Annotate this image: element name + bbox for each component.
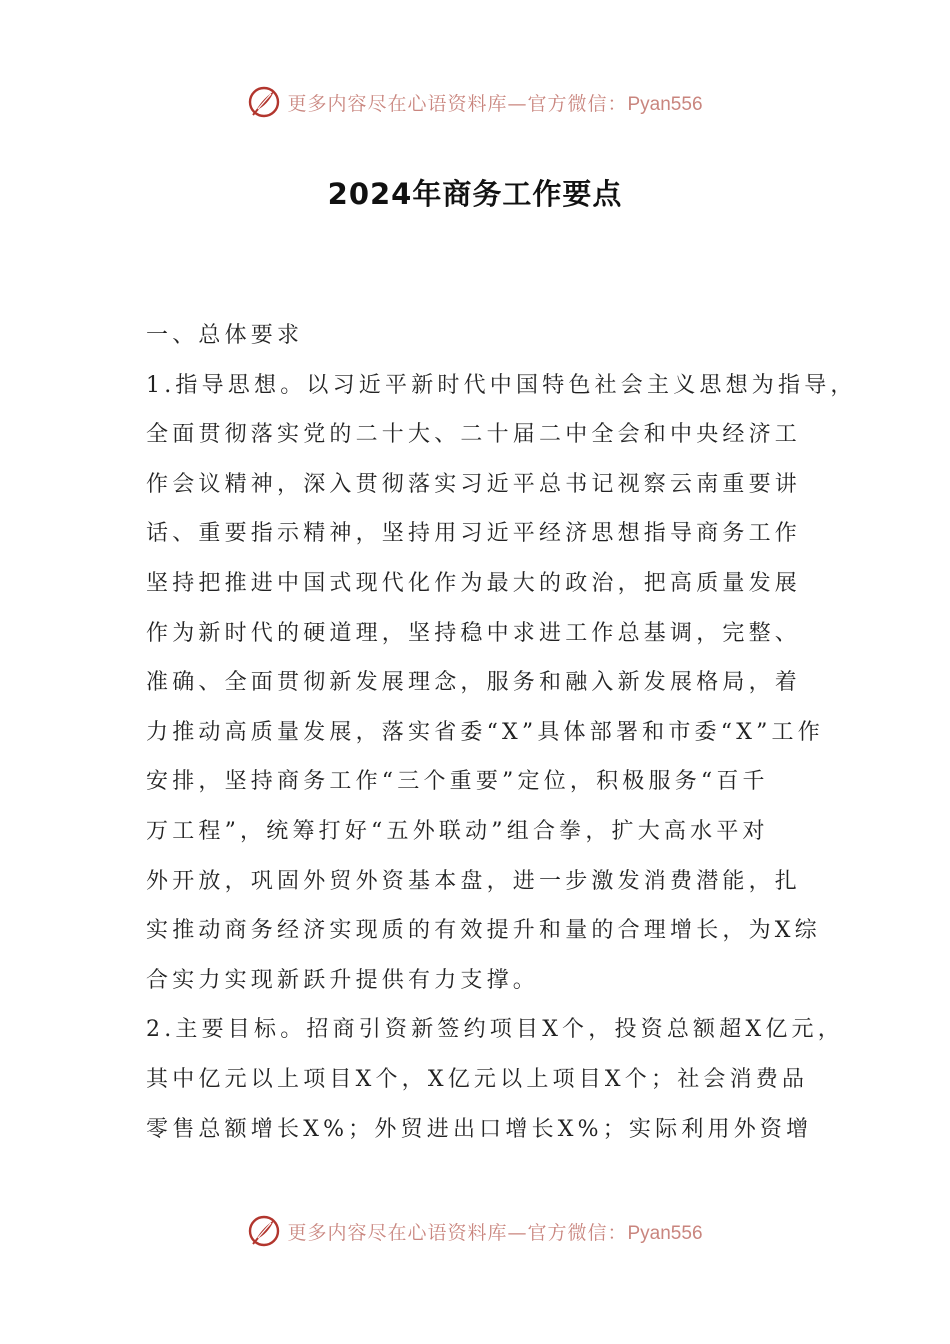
feather-pen-circle-icon — [247, 1214, 281, 1248]
watermark-banner-top — [0, 82, 950, 122]
body-line: 外开放，巩固外贸外资基本盘，进一步激发消费潜能，扎 — [146, 868, 802, 894]
watermark-label: 更多内容尽在心语资料库—官方微信： — [287, 1221, 628, 1244]
body-line: 坚持把推进中国式现代化作为最大的政治，把高质量发展 — [146, 570, 802, 596]
watermark-label: 更多内容尽在心语资料库—官方微信： — [287, 92, 628, 115]
body-line: 2.主要目标。招商引资新签约项目X个，投资总额超X亿元， — [146, 1017, 844, 1043]
watermark-text — [287, 89, 702, 116]
watermark-text — [287, 1218, 702, 1245]
document-title: 2024年商务工作要点 — [327, 177, 623, 211]
body-line: 1.指导思想。以习近平新时代中国特色社会主义思想为指导， — [146, 372, 857, 398]
body-line: 作会议精神，深入贯彻落实习近平总书记视察云南重要讲 — [146, 471, 802, 497]
document-body — [146, 311, 857, 1154]
watermark-wechat-id: Pyan556 — [627, 1222, 703, 1244]
section-heading: 一、总体要求 — [146, 323, 304, 348]
body-line: 零售总额增长X%；外贸进出口增长X%；实际利用外资增 — [146, 1116, 813, 1142]
body-line: 全面贯彻落实党的二十大、二十届二中全会和中央经济工 — [146, 422, 802, 448]
body-line: 合实力实现新跃升提供有力支撑。 — [146, 967, 540, 993]
body-line: 准确、全面贯彻新发展理念，服务和融入新发展格局，着 — [146, 670, 802, 696]
body-line: 力推动高质量发展，落实省委“X”具体部署和市委“X”工作 — [146, 719, 824, 745]
body-line: 作为新时代的硬道理，坚持稳中求进工作总基调，完整、 — [146, 620, 802, 646]
watermark-banner-bottom — [0, 1211, 950, 1251]
body-line: 万工程”，统筹打好“五外联动”组合拳，扩大高水平对 — [146, 818, 769, 844]
watermark-wechat-id: Pyan556 — [627, 93, 703, 115]
body-line: 话、重要指示精神，坚持用习近平经济思想指导商务工作 — [146, 521, 802, 547]
body-line: 安排，坚持商务工作“三个重要”定位，积极服务“百千 — [146, 769, 769, 795]
body-line: 实推动商务经济实现质的有效提升和量的合理增长，为X综 — [146, 918, 821, 944]
body-line: 其中亿元以上项目X个，X亿元以上项目X个；社会消费品 — [146, 1066, 809, 1092]
feather-pen-circle-icon — [247, 85, 281, 119]
